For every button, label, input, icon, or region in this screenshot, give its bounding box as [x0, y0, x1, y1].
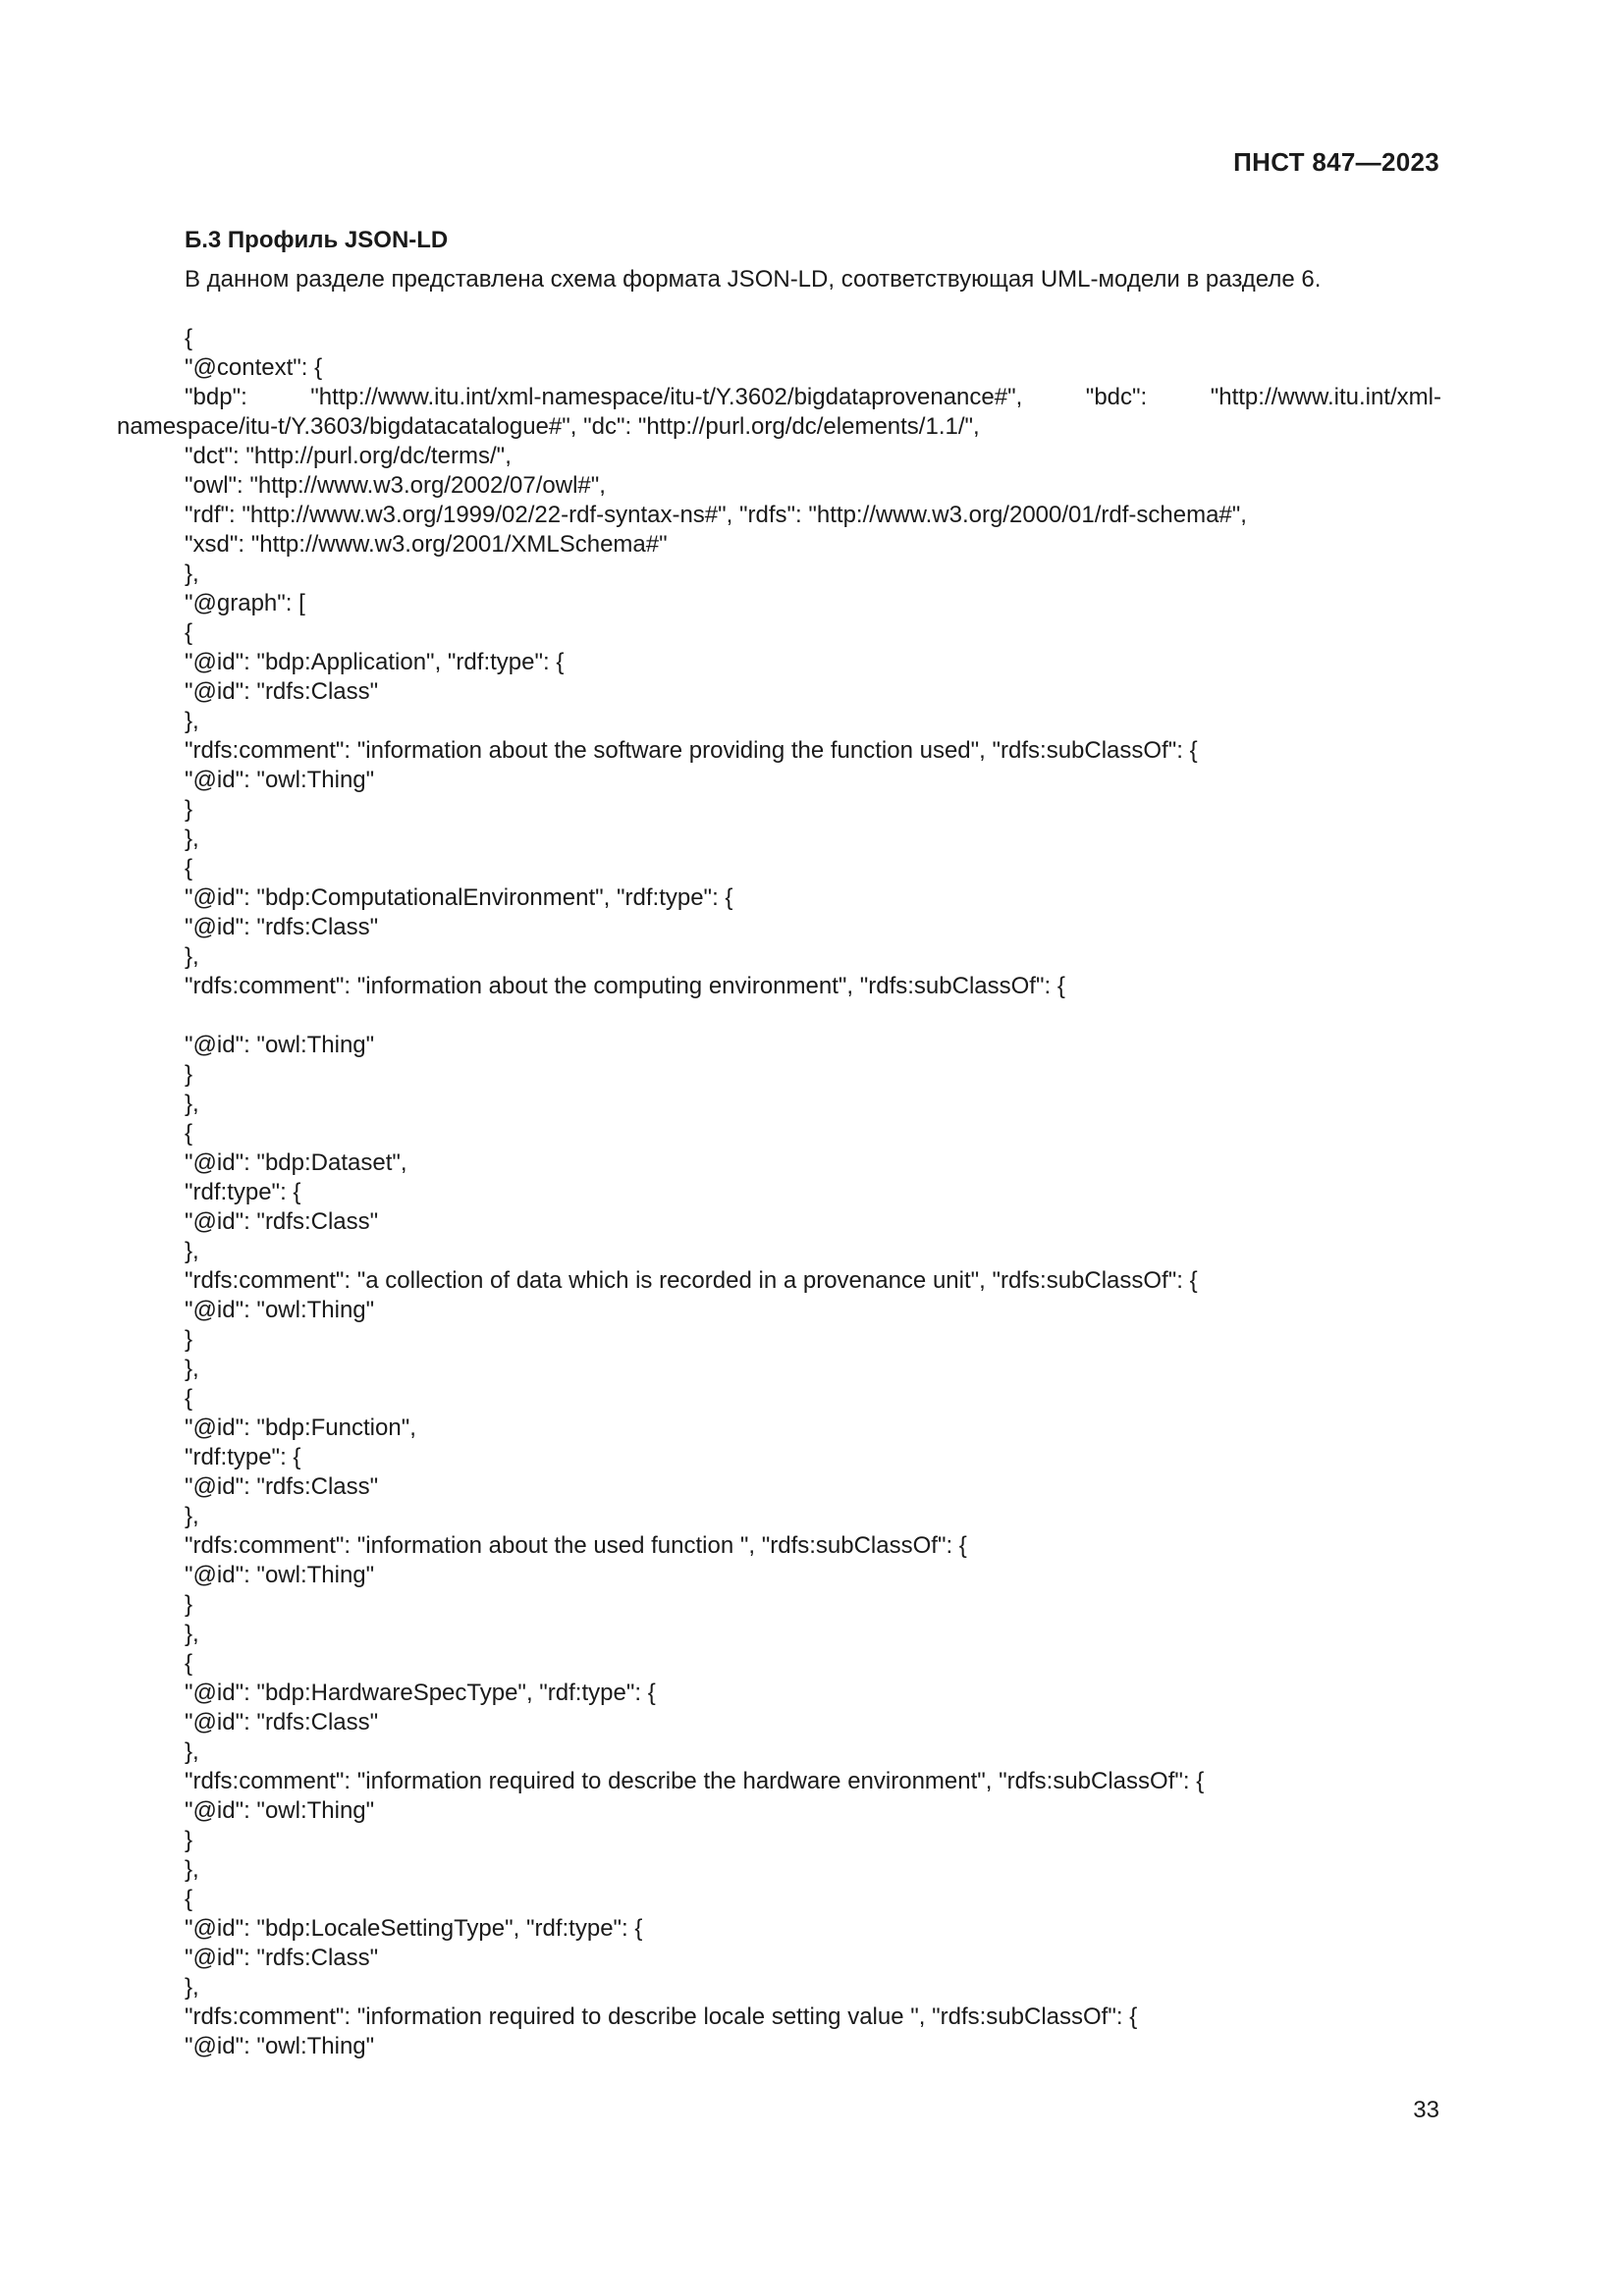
code-token: "http://www.itu.int/xml- — [1210, 384, 1441, 410]
code-line: "@id": "bdp:Function", — [185, 1415, 416, 1441]
code-line: }, — [185, 1738, 199, 1765]
code-line: "@id": "owl:Thing" — [185, 767, 375, 793]
code-line: "@id": "rdfs:Class" — [185, 1709, 379, 1735]
code-line: "@id": "owl:Thing" — [185, 2033, 375, 2059]
code-token: "bdp": — [185, 384, 247, 410]
code-line: }, — [185, 1238, 199, 1264]
code-line: { — [185, 1886, 193, 1912]
code-line: "@graph": [ — [185, 590, 305, 616]
code-line: { — [185, 1650, 193, 1677]
code-token: "http://www.itu.int/xml-namespace/itu-t/Y.3602/bigdataprovenance#", — [310, 384, 1023, 410]
code-line: }, — [185, 1856, 199, 1883]
code-line: } — [185, 1591, 193, 1618]
code-line: "rdfs:comment": "information required to describe locale setting value ", "rdfs:subClassOf": { — [185, 2003, 1138, 2030]
code-line: "rdfs:comment": "a collection of data which is recorded in a provenance unit", "rdfs:subClassOf": { — [185, 1267, 1198, 1294]
code-line: }, — [185, 708, 199, 734]
code-line: "rdf:type": { — [185, 1444, 301, 1470]
code-line — [185, 383, 1441, 412]
code-line: { — [185, 855, 193, 881]
code-line: }, — [185, 1621, 199, 1647]
code-line: } — [185, 1827, 193, 1853]
code-line: "@id": "owl:Thing" — [185, 1297, 375, 1323]
code-line: } — [185, 1061, 193, 1088]
code-line: { — [185, 619, 193, 646]
code-line: { — [185, 1120, 193, 1147]
code-line: }, — [185, 1974, 199, 2001]
code-line: "@id": "owl:Thing" — [185, 1032, 375, 1058]
section-title: Б.3 Профиль JSON-LD — [185, 227, 449, 253]
code-line: "@id": "owl:Thing" — [185, 1562, 375, 1588]
code-line: "rdfs:comment": "information about the computing environment", "rdfs:subClassOf": { — [185, 973, 1065, 999]
code-line: "@id": "bdp:Application", "rdf:type": { — [185, 649, 565, 675]
code-line: "@id": "bdp:LocaleSettingType", "rdf:type": { — [185, 1915, 643, 1942]
code-token: "bdc": — [1085, 384, 1148, 410]
code-line: "@id": "rdfs:Class" — [185, 1945, 379, 1971]
section-intro: В данном разделе представлена схема формата JSON-LD, соответствующая UML-модели в разделе 6. — [185, 266, 1322, 293]
code-line: "@id": "rdfs:Class" — [185, 1208, 379, 1235]
code-line: "@context": { — [185, 354, 323, 381]
code-line: } — [185, 796, 193, 823]
document-code: ПНСТ 847—2023 — [1233, 147, 1439, 177]
code-line: "rdf": "http://www.w3.org/1999/02/22-rdf-syntax-ns#", "rdfs": "http://www.w3.org/2000/01/rdf-schema#", — [185, 502, 1247, 528]
code-line: "rdf:type": { — [185, 1179, 301, 1205]
code-line: "@id": "bdp:HardwareSpecType", "rdf:type": { — [185, 1680, 656, 1706]
code-line: }, — [185, 1503, 199, 1529]
code-line: }, — [185, 943, 199, 970]
code-line: "@id": "rdfs:Class" — [185, 678, 379, 705]
code-line: "rdfs:comment": "information about the software providing the function used", "rdfs:subClassOf": { — [185, 737, 1198, 764]
code-line: }, — [185, 826, 199, 852]
code-line: "@id": "rdfs:Class" — [185, 1473, 379, 1500]
code-line: { — [185, 1385, 193, 1412]
code-line: }, — [185, 1091, 199, 1117]
code-line: }, — [185, 1356, 199, 1382]
code-line: "@id": "owl:Thing" — [185, 1797, 375, 1824]
code-line: { — [185, 325, 193, 351]
code-line: "dct": "http://purl.org/dc/terms/", — [185, 443, 512, 469]
page-number: 33 — [1413, 2097, 1439, 2123]
code-line: "@id": "rdfs:Class" — [185, 914, 379, 940]
code-line: "xsd": "http://www.w3.org/2001/XMLSchema#" — [185, 531, 668, 558]
code-line: }, — [185, 561, 199, 587]
code-line: "rdfs:comment": "information about the used function ", "rdfs:subClassOf": { — [185, 1532, 967, 1559]
code-line: "@id": "bdp:ComputationalEnvironment", "rdf:type": { — [185, 884, 733, 911]
code-line: "owl": "http://www.w3.org/2002/07/owl#", — [185, 472, 606, 499]
code-line: "rdfs:comment": "information required to describe the hardware environment", "rdfs:subClassOf": { — [185, 1768, 1205, 1794]
code-line: } — [185, 1326, 193, 1353]
code-line: "@id": "bdp:Dataset", — [185, 1149, 407, 1176]
code-line: namespace/itu-t/Y.3603/bigdatacatalogue#", "dc": "http://purl.org/dc/elements/1.1/", — [117, 413, 980, 440]
